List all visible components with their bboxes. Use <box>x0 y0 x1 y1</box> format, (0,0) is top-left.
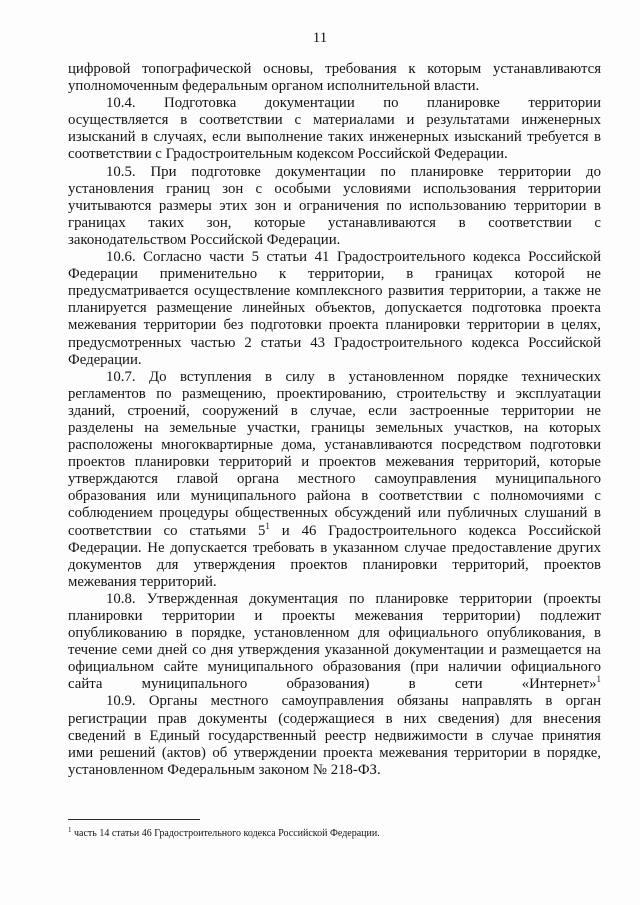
paragraph-line: изысканий в случаях, если выполнение таких инженерных изысканий требуется в <box>68 129 601 146</box>
paragraph-line: границах таких зон, которые устанавливаются в соответствии с <box>68 214 601 231</box>
line-text: сайта муниципального образования) в сети «Интернет» <box>68 676 597 693</box>
paragraph-line <box>68 520 601 540</box>
document-body <box>68 61 601 779</box>
paragraph-10-8 <box>68 591 601 694</box>
paragraph-line: межевания территорий. <box>68 573 217 590</box>
paragraph-line <box>68 676 601 693</box>
footnote <box>68 828 380 840</box>
paragraph-line: зданий, строений, сооружений в случае, если застроенные территории не <box>68 402 601 419</box>
paragraph-line: 10.6. Согласно части 5 статьи 41 Градостроительного кодекса Российской <box>106 249 601 266</box>
paragraph-10-4 <box>68 95 601 163</box>
paragraph-line: 10.8. Утвержденная документация по планировке территории (проекты <box>106 590 601 607</box>
paragraph-line: 10.5. При подготовке документации по планировке территории до <box>106 163 601 180</box>
paragraph-line: цифровой топографической основы, требования к которым устанавливаются <box>68 61 601 77</box>
paragraph-continuation <box>68 61 601 95</box>
paragraph-line: 10.9. Органы местного самоуправления обязаны направлять в орган <box>106 693 601 710</box>
footnote-text: часть 14 статьи 46 Градостроительного кодекса Российской Федерации. <box>74 828 380 839</box>
paragraph-line: разделены на земельные участки, границы земельных участков, на которых <box>68 419 601 436</box>
paragraph-10-6 <box>68 249 601 369</box>
paragraph-line: утверждаются главой органа местного самоуправления муниципального <box>68 471 601 488</box>
paragraph-line: регистрации прав документы (содержащиеся в них сведения) для внесения <box>68 710 601 727</box>
paragraph-line: течение семи дней со дня утверждения указанной документации и размещается на <box>68 642 601 659</box>
paragraph-line: расположены многоквартирные дома, устанавливаются посредством подготовки <box>68 437 601 454</box>
line-text: соответствии со статьями 5 <box>68 522 266 539</box>
paragraph-10-9 <box>68 693 601 778</box>
footnote-ref: 1 <box>596 674 601 685</box>
paragraph-line: 10.4. Подготовка документации по планировке территории <box>106 95 601 112</box>
paragraph-line: законодательством Российской Федерации. <box>68 231 341 248</box>
paragraph-line: Федерации. Не допускается требовать в указанном случае предоставление других <box>68 539 601 556</box>
paragraph-line: проектов планировки территорий и проектов межевания территорий, которые <box>68 454 601 471</box>
paragraph-line: установленном Федеральным законом № 218-ФЗ. <box>68 761 381 778</box>
paragraph-line: сведений в Единый государственный реестр недвижимости в случае принятия <box>68 727 601 744</box>
paragraph-line: образования или муниципального района в соответствии с полномочиями с <box>68 488 601 505</box>
paragraph-line: учитываются размеры этих зон и ограничения по использованию территории в <box>68 197 601 214</box>
paragraph-line: соблюдением процедуры общественных обсуждений или публичных слушаний в <box>68 505 601 522</box>
article-superscript: 1 <box>265 520 270 531</box>
paragraph-line: регламентов по размещению, проектированию, строительству и эксплуатации <box>68 385 601 402</box>
paragraph-line: планируется размещение линейных объектов, допускается подготовка проекта <box>68 300 601 317</box>
paragraph-line: межевания территории без подготовки проекта планировки территории в целях, <box>68 317 601 334</box>
paragraph-line: 10.7. До вступления в силу в установленном порядке технических <box>106 368 601 385</box>
paragraph-line: опубликованию в порядке, установленном для официального опубликования, в <box>68 625 601 642</box>
paragraph-line: Федерации применительно к территории, в границах которой не <box>68 266 601 283</box>
paragraph-line: Федерации. <box>68 351 142 368</box>
paragraph-line: уполномоченным федеральным органом исполнительной власти. <box>68 78 480 95</box>
footnote-mark: 1 <box>68 826 72 834</box>
paragraph-line: предусмотренных частью 2 статьи 43 Градостроительного кодекса Российской <box>68 334 601 351</box>
paragraph-line: ими решений (актов) об утверждении проекта межевания территории в порядке, <box>68 744 601 761</box>
paragraph-10-5 <box>68 164 601 249</box>
paragraph-line: документов для утверждения проектов планировки территорий, проектов <box>68 556 601 573</box>
paragraph-line: соответствии с Градостроительным кодексом Российской Федерации. <box>68 146 508 163</box>
paragraph-10-7 <box>68 369 601 591</box>
page-number: 11 <box>312 30 328 46</box>
line-text: и 46 Градостроительного кодекса Российской <box>269 522 601 539</box>
paragraph-line: осуществляется в соответствии с материалами и результатами инженерных <box>68 112 601 129</box>
paragraph-line: официальном сайте муниципального образования (при наличии официального <box>68 659 601 676</box>
paragraph-line: установления границ зон с особыми условиями использования территории <box>68 180 601 197</box>
footnote-separator <box>68 819 200 820</box>
paragraph-line: предусматривается осуществление комплексного развития территории, а также не <box>68 283 601 300</box>
paragraph-line: планировки территории и проекты межевания территории) подлежит <box>68 608 601 624</box>
